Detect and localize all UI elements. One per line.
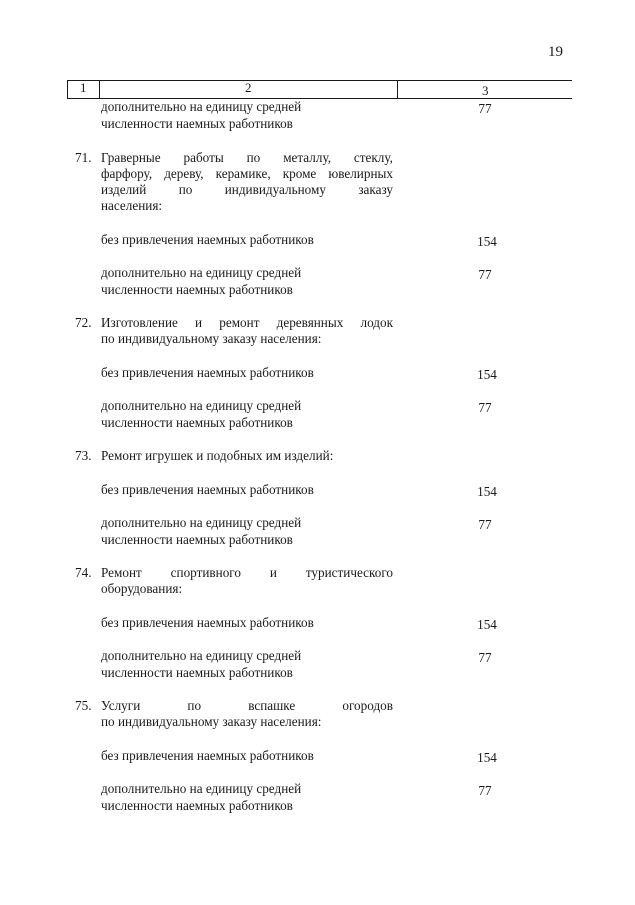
item-74-additional-value: 77 <box>478 650 492 665</box>
title-word: туристического <box>305 565 393 580</box>
column-header-row <box>67 80 572 99</box>
header-divider-1 <box>67 80 68 99</box>
title-line <box>101 714 393 730</box>
item-73-additional-line1: дополнительно на единицу средней <box>101 515 302 530</box>
item-75-without-employees: без привлечения наемных работников <box>101 748 314 763</box>
page-number: 19 <box>548 44 563 60</box>
item-72-additional-value: 77 <box>478 400 492 415</box>
title-word: деревянных <box>276 315 344 330</box>
title-line <box>101 698 393 714</box>
title-word: фарфору, <box>101 166 153 181</box>
item-71-without-employees: без привлечения наемных работников <box>101 232 314 247</box>
item-74-additional-line2: численности наемных работников <box>101 665 293 680</box>
title-word: дереву, <box>164 166 204 181</box>
item-72-without-employees: без привлечения наемных работников <box>101 365 314 380</box>
cont-additional-line2: численности наемных работников <box>101 116 293 131</box>
item-74-additional-line1: дополнительно на единицу средней <box>101 648 302 663</box>
item-74-title <box>101 565 393 597</box>
title-word: работы <box>183 150 224 165</box>
item-71-number: 71. <box>75 150 92 165</box>
title-word: по <box>246 150 261 165</box>
item-75-additional-value: 77 <box>478 783 492 798</box>
title-line <box>101 315 393 331</box>
item-75-number: 75. <box>75 698 92 713</box>
title-word: Граверные <box>101 150 161 165</box>
item-74-base-value: 154 <box>477 617 497 632</box>
title-word: спортивного <box>170 565 241 580</box>
item-72-number: 72. <box>75 315 92 330</box>
cont-additional-line1: дополнительно на единицу средней <box>101 99 302 114</box>
title-word: кроме <box>282 166 317 181</box>
item-72-additional-line2: численности наемных работников <box>101 415 293 430</box>
title-word: заказу <box>358 182 393 197</box>
title-line <box>101 331 393 347</box>
item-73-without-employees: без привлечения наемных работников <box>101 482 314 497</box>
item-71-additional-value: 77 <box>478 267 492 282</box>
title-word: Услуги <box>101 698 141 713</box>
title-line <box>101 448 393 464</box>
header-col-2: 2 <box>245 80 252 95</box>
item-71-additional-line1: дополнительно на единицу средней <box>101 265 302 280</box>
item-73-title <box>101 448 393 464</box>
title-word: металлу, <box>283 150 332 165</box>
item-73-base-value: 154 <box>477 484 497 499</box>
title-word: Ремонт игрушек и подобных им изделий: <box>101 448 334 463</box>
title-word: изделий <box>101 182 147 197</box>
title-line <box>101 198 393 214</box>
title-word: керамике, <box>215 166 271 181</box>
item-74-number: 74. <box>75 565 92 580</box>
cont-additional-value: 77 <box>478 101 492 116</box>
title-word: Изготовление <box>101 315 178 330</box>
header-col-3: 3 <box>482 83 489 98</box>
item-75-base-value: 154 <box>477 750 497 765</box>
item-73-additional-line2: численности наемных работников <box>101 532 293 547</box>
title-word: стеклу, <box>353 150 393 165</box>
title-word: и <box>195 315 203 330</box>
title-line <box>101 166 393 182</box>
title-word: по индивидуальному заказу населения: <box>101 331 322 346</box>
title-word: огородов <box>342 698 393 713</box>
item-71-title <box>101 150 393 214</box>
item-75-additional-line1: дополнительно на единицу средней <box>101 781 302 796</box>
title-line <box>101 565 393 581</box>
item-74-without-employees: без привлечения наемных работников <box>101 615 314 630</box>
title-word: оборудования: <box>101 581 183 596</box>
title-word: вспашке <box>248 698 296 713</box>
item-75-title <box>101 698 393 730</box>
item-75-additional-line2: численности наемных работников <box>101 798 293 813</box>
title-word: по индивидуальному заказу населения: <box>101 714 322 729</box>
title-line <box>101 581 393 597</box>
item-73-additional-value: 77 <box>478 517 492 532</box>
header-divider-3 <box>397 80 398 99</box>
item-72-base-value: 154 <box>477 367 497 382</box>
title-word: и <box>269 565 277 580</box>
title-word: населения: <box>101 198 163 213</box>
header-col-1: 1 <box>80 80 87 95</box>
title-word: ремонт <box>219 315 260 330</box>
item-73-number: 73. <box>75 448 92 463</box>
title-word: по <box>178 182 193 197</box>
item-71-additional-line2: численности наемных работников <box>101 282 293 297</box>
title-word: индивидуальному <box>224 182 326 197</box>
item-72-title <box>101 315 393 347</box>
title-word: Ремонт <box>101 565 142 580</box>
title-word: лодок <box>360 315 393 330</box>
item-71-base-value: 154 <box>477 234 497 249</box>
title-word: по <box>187 698 202 713</box>
title-line <box>101 150 393 166</box>
item-72-additional-line1: дополнительно на единицу средней <box>101 398 302 413</box>
title-line <box>101 182 393 198</box>
title-word: ювелирных <box>328 166 393 181</box>
header-top-border <box>67 80 572 81</box>
header-divider-2 <box>99 80 100 99</box>
